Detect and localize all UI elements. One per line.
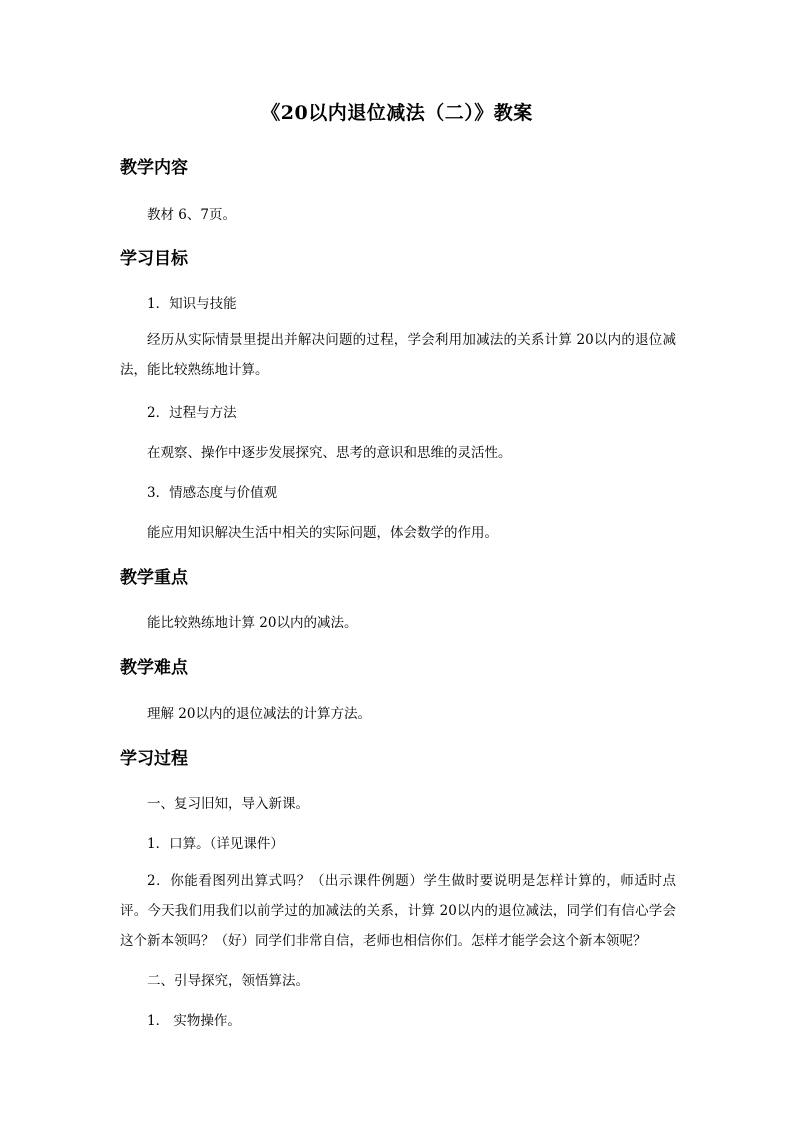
section-heading-content: 教学内容 xyxy=(120,158,188,178)
goal-item-3-label: 3．情感态度与价值观 xyxy=(147,485,278,501)
section-heading-process: 学习过程 xyxy=(120,749,188,769)
goal-item-1-label: 1．知识与技能 xyxy=(147,296,237,312)
goal-item-2-label: 2．过程与方法 xyxy=(147,405,237,421)
section-heading-key-points: 教学重点 xyxy=(120,568,188,588)
goal-item-3-text: 能应用知识解决生活中相关的实际问题，体会数学的作用。 xyxy=(147,525,498,541)
goal-item-2-text: 在观察、操作中逐步发展探究、思考的意识和思维的灵活性。 xyxy=(147,445,512,461)
process-step-1: 一、复习旧知，导入新课。 xyxy=(147,796,309,812)
process-step-2: 二、引导探究，领悟算法。 xyxy=(147,973,309,989)
content-text: 教材 6、7页。 xyxy=(147,207,236,223)
key-points-text: 能比较熟练地计算 20以内的减法。 xyxy=(147,615,358,631)
section-heading-difficulties: 教学难点 xyxy=(120,658,188,678)
document-title: 《20以内退位减法（二）》教案 xyxy=(261,102,533,124)
difficulties-text: 理解 20以内的退位减法的计算方法。 xyxy=(147,706,371,722)
process-step-1-2: 2．你能看图列出算式吗？（出示课件例题）学生做时要说明是怎样计算的，师适时点评。今天我们用我们以前学过的加减法的关系，计算 20以内的退位减法，同学们有信心学会这个新本领吗？（好）同学们非常自信，老师也相信你们。怎样才能学会这个新本领呢？ xyxy=(120,873,676,949)
section-heading-goals: 学习目标 xyxy=(120,249,188,269)
goal-item-1-text: 经历从实际情景里提出并解决问题的过程，学会利用加减法的关系计算 20以内的退位减法，能比较熟练地计算。 xyxy=(120,332,676,378)
process-step-1-1: 1．口算。（详见课件） xyxy=(147,836,284,852)
process-step-2-1: 1． 实物操作。 xyxy=(147,1013,241,1029)
